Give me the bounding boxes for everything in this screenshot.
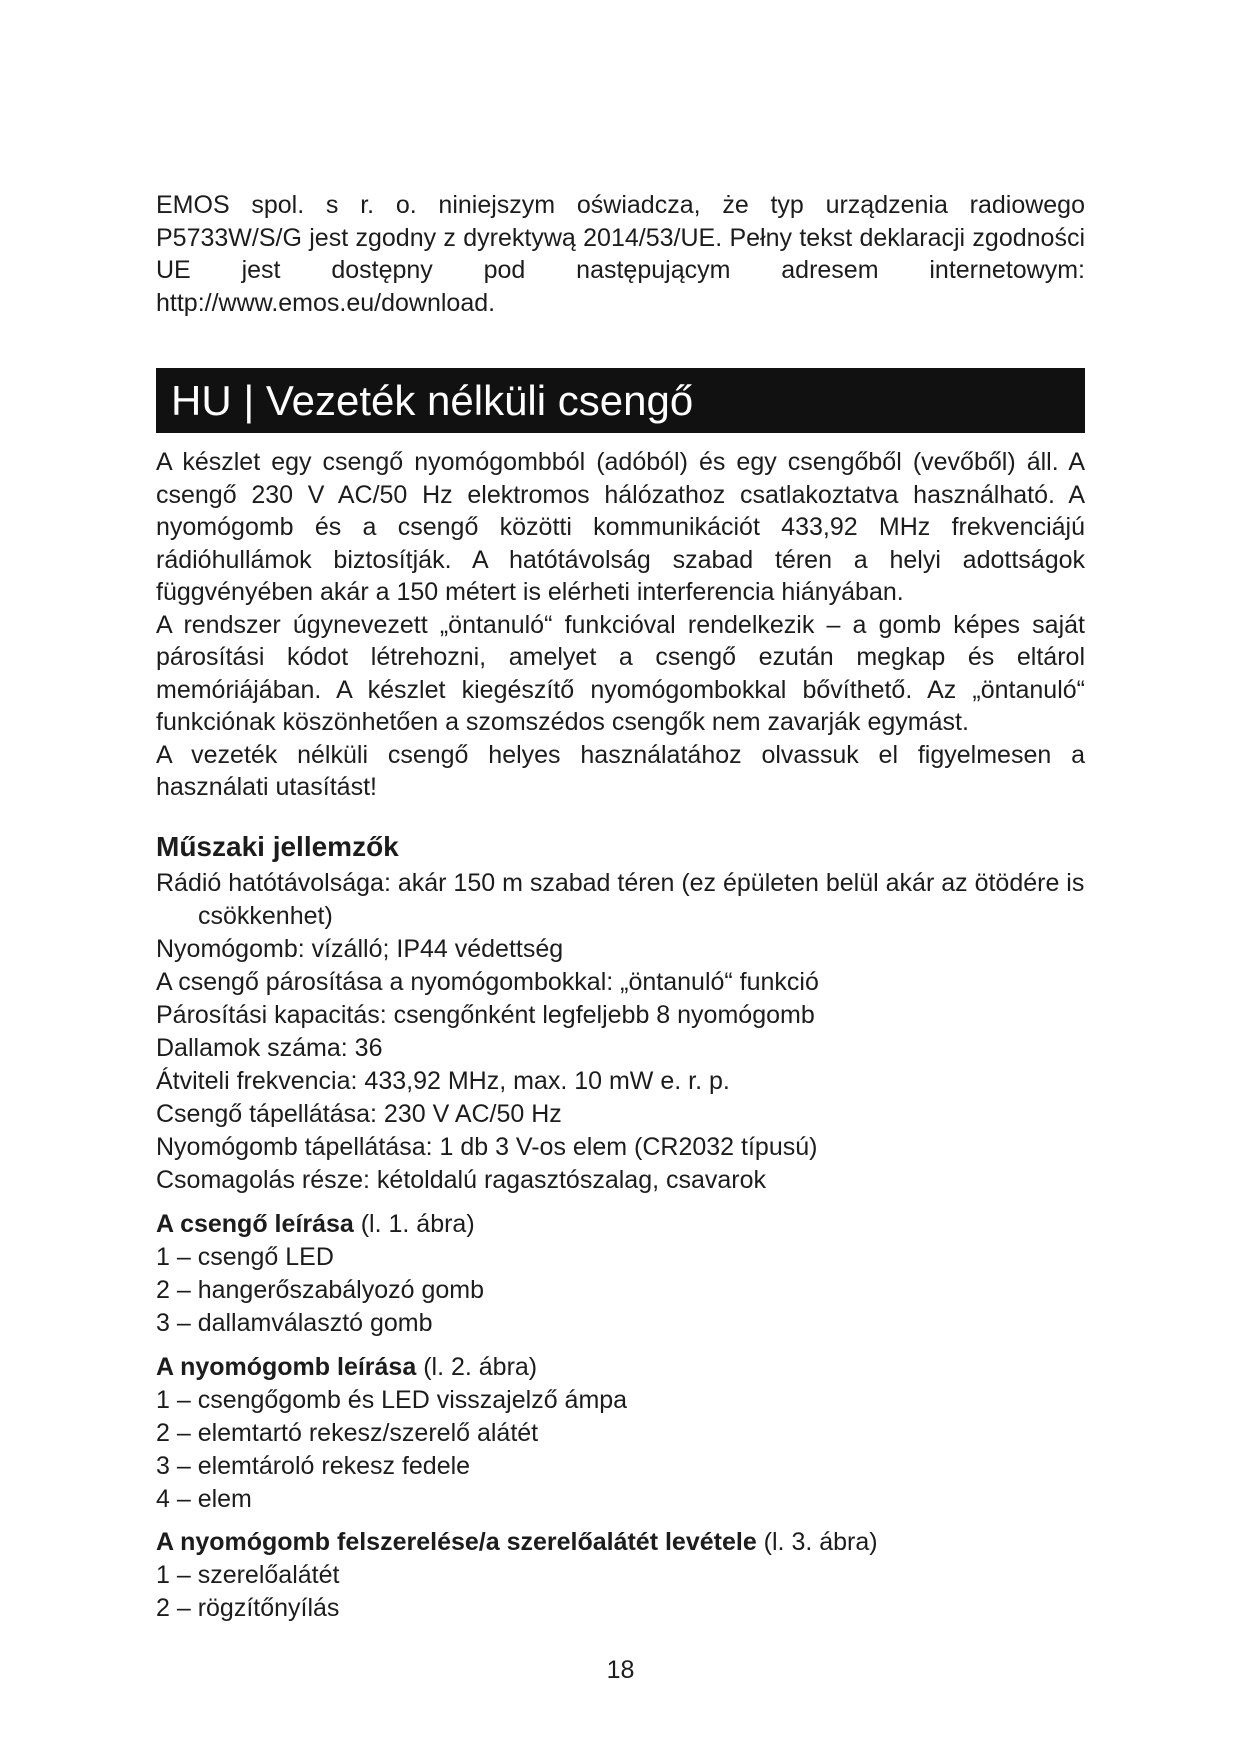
intro-paragraph-1: A készlet egy csengő nyomógombból (adóból) és egy csengőből (vevőből) áll. A csengő 230 V AC/50 Hz elektromos hálózathoz csatlakoztatva használható. A nyomógomb és a csengő közötti kommunikációt 433,92 MHz frekvenciájú rádióhullámok biztosítják. A hatótávolság szabad téren a helyi adottságok függvényében akár a 150 métert is elérheti interferencia hiányában. (156, 448, 1085, 606)
spec-item-button-power: Nyomógomb tápellátása: 1 db 3 V-os elem (CR2032 típusú) (156, 1133, 818, 1161)
button-description-title-bold: A nyomógomb leírása (156, 1353, 417, 1381)
bell-item-melody: 3 – dallamválasztó gomb (156, 1309, 433, 1337)
spec-item-pairing: A csengő párosítása a nyomógombokkal: „öntanuló“ funkció (156, 968, 819, 996)
mount-item-plate: 1 – szerelőalátét (156, 1561, 340, 1589)
bell-item-volume: 2 – hangerőszabályozó gomb (156, 1276, 485, 1304)
mount-item-hole: 2 – rögzítőnyílás (156, 1594, 340, 1622)
button-item-battery: 4 – elem (156, 1485, 252, 1513)
bell-description-block (156, 1208, 1085, 1340)
mount-description-list (156, 1559, 1085, 1625)
button-item-battery-cover: 3 – elemtároló rekesz fedele (156, 1452, 471, 1480)
mount-description-title (156, 1526, 1085, 1559)
intro-paragraph-2: A rendszer úgynevezett „öntanuló“ funkcióval rendelkezik – a gomb képes saját párosítási kódot létrehozni, amelyet a csengő ezután megkap és eltárol memóriájában. A készlet kiegészítő nyomógombokkal bővíthető. Az „öntanuló“ funkciónak köszönhetően a szomszédos csengők nem zavarják egymást. (156, 610, 1085, 736)
spec-item-range: Rádió hatótávolsága: akár 150 m szabad téren (ez épületen belül akár az ötödére is csökkenhet) (156, 869, 1085, 930)
button-description-list (156, 1384, 1085, 1516)
mount-description-block (156, 1526, 1085, 1625)
specs-list (156, 867, 1085, 1197)
bell-item-led: 1 – csengő LED (156, 1243, 334, 1271)
mount-description-title-bold: A nyomógomb felszerelése/a szerelőalátét levétele (156, 1528, 757, 1556)
spec-item-frequency: Átviteli frekvencia: 433,92 MHz, max. 10 mW e. r. p. (156, 1067, 730, 1095)
spec-item-package: Csomagolás része: kétoldalú ragasztószalag, csavarok (156, 1166, 767, 1194)
spec-item-capacity: Párosítási kapacitás: csengőnként legfeljebb 8 nyomógomb (156, 1001, 815, 1029)
button-item-battery-holder: 2 – elemtartó rekesz/szerelő alátét (156, 1419, 539, 1447)
button-item-bell-button: 1 – csengőgomb és LED visszajelző ámpa (156, 1386, 628, 1414)
page-number: 18 (606, 1656, 635, 1684)
section-heading-bar: HU | Vezeték nélküli csengő (156, 368, 1085, 433)
button-description-title (156, 1351, 1085, 1384)
mount-description-title-ref: (l. 3. ábra) (756, 1528, 878, 1556)
bell-description-title-bold: A csengő leírása (156, 1210, 354, 1238)
spec-item-button: Nyomógomb: vízálló; IP44 védettség (156, 935, 564, 963)
specs-title: Műszaki jellemzők (156, 831, 399, 862)
bell-description-title-ref: (l. 1. ábra) (353, 1210, 475, 1238)
intro-paragraph-3: A vezeték nélküli csengő helyes használatához olvassuk el figyelmesen a használati utasítást! (156, 740, 1085, 801)
bell-description-title (156, 1208, 1085, 1241)
button-description-block (156, 1351, 1085, 1516)
spec-item-melodies: Dallamok száma: 36 (156, 1034, 383, 1062)
intro-text (156, 446, 1085, 804)
eu-declaration-paragraph: EMOS spol. s r. o. niniejszym oświadcza, że typ urządzenia radiowego P5733W/S/G jest zgodny z dyrektywą 2014/53/UE. Pełny tekst deklaracji zgodności UE jest dostępny pod następującym adresem internetowym: http://www.emos.eu/download. (156, 191, 1085, 317)
spec-item-bell-power: Csengő tápellátása: 230 V AC/50 Hz (156, 1100, 562, 1128)
button-description-title-ref: (l. 2. ábra) (416, 1353, 538, 1381)
bell-description-list (156, 1241, 1085, 1340)
